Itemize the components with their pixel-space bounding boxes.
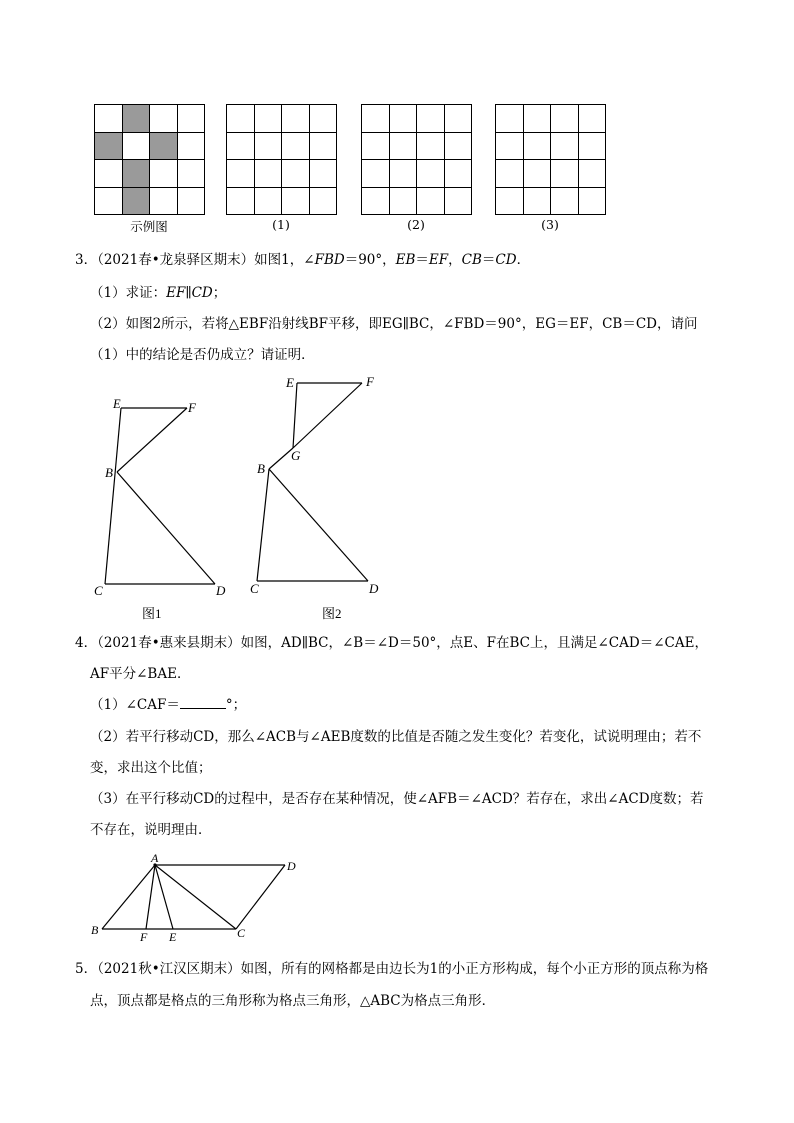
- grid-cell-shaded: [150, 133, 178, 161]
- q3-stem-var: EF: [428, 252, 449, 268]
- grid-cell: [150, 105, 178, 133]
- q3-stem-var: CB: [461, 252, 482, 268]
- grid-label-3: (3): [541, 217, 559, 232]
- grid-cell: [524, 188, 552, 216]
- answer-blank[interactable]: [180, 696, 226, 709]
- grid-cell: [390, 133, 418, 161]
- q3-part1-var: EF: [166, 285, 186, 301]
- q3-stem-text: ＝: [415, 252, 429, 268]
- grid-cell: [551, 188, 579, 216]
- point-label-B: B: [257, 461, 265, 476]
- segment-BC: [257, 469, 269, 581]
- point-label-A: A: [151, 851, 159, 865]
- q3-stem: [75, 250, 530, 270]
- grid-cell: [390, 105, 418, 133]
- blank-grid-1: [226, 104, 337, 215]
- grid-cell: [178, 160, 206, 188]
- segment-BD: [269, 469, 368, 581]
- point-label-D: D: [216, 583, 226, 598]
- point-label-C: C: [237, 926, 246, 940]
- grid-cell: [551, 105, 579, 133]
- grid-cell: [282, 160, 310, 188]
- q5-text: 如图，所有的网格都是由边长为1的小正方形构成，每个小正方形的顶点称为格: [240, 961, 709, 977]
- figure-caption-2: 图2: [322, 606, 342, 621]
- q3-part1-text: ∥: [185, 285, 192, 301]
- q5-line1: [75, 959, 708, 979]
- segment-AC: [155, 865, 236, 929]
- q3-part1-text: （1）求证：: [90, 285, 167, 301]
- q3-stem-var: CD: [495, 252, 517, 268]
- point-label-C: C: [250, 581, 259, 596]
- q4-part3-line1: （3）在平行移动CD的过程中，是否存在某种情况，使∠AFB＝∠ACD？若存在，求出∠ACD度数；若: [90, 791, 704, 807]
- q4-stem-text: 如图，AD∥BC，∠B＝∠D＝50°，点E、F在BC上，且满足∠CAD＝∠CAE，: [240, 635, 708, 651]
- grid-cell: [417, 188, 445, 216]
- grid-cell: [390, 188, 418, 216]
- point-label-D: D: [369, 581, 379, 596]
- grid-cell: [227, 133, 255, 161]
- q4-stem-line1: [75, 633, 708, 653]
- grid-cell: [310, 188, 338, 216]
- grid-cell: [255, 160, 283, 188]
- segment-AE: [155, 865, 173, 929]
- grid-cell: [310, 133, 338, 161]
- grid-cell: [445, 188, 473, 216]
- figure-caption-1: 图1: [142, 606, 162, 621]
- grid-cell: [310, 105, 338, 133]
- grid-cell: [150, 188, 178, 216]
- grid-label-2: (2): [407, 217, 425, 232]
- grid-cell: [524, 133, 552, 161]
- grid-cell-shaded: [123, 160, 151, 188]
- point-label-G: G: [291, 448, 301, 463]
- grid-cell-shaded: [123, 188, 151, 216]
- grid-cell: [310, 160, 338, 188]
- grid-label-1: (1): [272, 217, 290, 232]
- grid-cell: [178, 105, 206, 133]
- q3-stem-var: FBD: [314, 252, 345, 268]
- grid-cell: [227, 160, 255, 188]
- grid-cell: [417, 105, 445, 133]
- point-label-E: E: [286, 375, 294, 390]
- segment-FB: [117, 408, 187, 472]
- q3-part2-line2: （1）中的结论是否仍成立？请证明．: [90, 347, 315, 363]
- q3-number: 3．: [75, 252, 98, 268]
- grid-cell: [150, 160, 178, 188]
- grid-cell: [255, 188, 283, 216]
- point-label-D: D: [287, 859, 296, 873]
- grid-cell: [445, 160, 473, 188]
- point-label-F: F: [366, 374, 374, 389]
- point-label-B: B: [91, 923, 99, 937]
- point-label-B: B: [105, 465, 113, 480]
- grid-cell: [95, 105, 123, 133]
- point-label-F: F: [188, 400, 196, 415]
- grid-cell: [524, 160, 552, 188]
- grid-cell: [178, 188, 206, 216]
- grid-cell: [496, 160, 524, 188]
- grid-cell: [178, 133, 206, 161]
- q3-stem-text: ＝: [481, 252, 496, 268]
- q3-source: （2021春•龙泉驿区期末）: [97, 252, 255, 268]
- q3-stem-text: ．: [516, 252, 531, 268]
- q3-part2-line1: （2）如图2所示，若将△EBF沿射线BF平移，即EG∥BC，∠FBD＝90°，EG＝EF，CB＝CD，请问: [90, 316, 698, 332]
- q3-stem-text: 如图1，∠: [254, 252, 315, 268]
- grid-cell: [282, 188, 310, 216]
- q3-stem-var: EB: [395, 252, 416, 268]
- segment-BD: [117, 472, 215, 584]
- grid-cell: [579, 133, 607, 161]
- grid-cell: [417, 133, 445, 161]
- q5-line2: 点，顶点都是格点的三角形称为格点三角形，△ABC为格点三角形．: [90, 993, 496, 1009]
- q5-number: 5．: [75, 961, 98, 977]
- grid-cell: [282, 133, 310, 161]
- q3-figure-2: [245, 368, 395, 625]
- blank-grid-2: [361, 104, 472, 215]
- grid-cell: [390, 160, 418, 188]
- grid-cell: [445, 133, 473, 161]
- q4-source: （2021春•惠来县期末）: [97, 635, 241, 651]
- point-label-E: E: [169, 930, 177, 944]
- grid-cell: [95, 188, 123, 216]
- q3-part1-var: CD: [191, 285, 213, 301]
- grid-cell: [579, 188, 607, 216]
- grid-cell: [579, 160, 607, 188]
- grid-cell: [362, 188, 390, 216]
- grid-cell: [551, 133, 579, 161]
- grid-cell: [496, 133, 524, 161]
- point-label-C: C: [94, 583, 103, 598]
- q3-figure-1: [85, 390, 245, 625]
- q5-source: （2021秋•江汉区期末）: [97, 961, 241, 977]
- q4-number: 4．: [75, 635, 98, 651]
- grid-cell: [445, 105, 473, 133]
- q4-figure: [88, 850, 308, 945]
- point-label-F: F: [140, 930, 148, 944]
- segment-EG: [293, 383, 297, 448]
- segment-GB: [269, 448, 293, 469]
- example-grid: [94, 104, 205, 215]
- grid-cell: [362, 133, 390, 161]
- q4-part2-line2: 变，求出这个比值；: [90, 760, 212, 776]
- grid-cell: [362, 160, 390, 188]
- grid-cell: [524, 105, 552, 133]
- q4-part1-unit: °；: [225, 697, 247, 713]
- q4-part3-line2: 不存在，说明理由．: [90, 822, 212, 838]
- blank-grid-3: [495, 104, 606, 215]
- q3-part1-text: ；: [212, 285, 227, 301]
- grid-cell-shaded: [123, 105, 151, 133]
- q3-part1: [90, 283, 226, 303]
- grid-cell: [227, 188, 255, 216]
- grid-cell-shaded: [95, 133, 123, 161]
- grid-cell: [282, 105, 310, 133]
- segment-EC: [105, 408, 121, 584]
- grid-cell: [551, 160, 579, 188]
- grid-cell: [579, 105, 607, 133]
- grid-cell: [255, 105, 283, 133]
- q4-part1: [90, 695, 246, 715]
- q4-part1-text: （1）∠CAF＝: [90, 697, 180, 713]
- q3-stem-text: ＝90°，: [344, 252, 396, 268]
- grid-cell: [255, 133, 283, 161]
- q3-stem-text: ，: [448, 252, 462, 268]
- grid-label-example: 示例图: [130, 219, 168, 234]
- grid-cell: [227, 105, 255, 133]
- q4-part2-line1: （2）若平行移动CD，那么∠ACB与∠AEB度数的比值是否随之发生变化？若变化，试说明理由；若不: [90, 729, 702, 745]
- grid-cell: [362, 105, 390, 133]
- grid-cell: [417, 160, 445, 188]
- segment-DC: [236, 865, 285, 929]
- q4-stem-line2: AF平分∠BAE．: [90, 666, 191, 682]
- point-label-E: E: [113, 397, 121, 411]
- grid-cell: [95, 160, 123, 188]
- segment-FG: [293, 383, 362, 448]
- grid-cell: [496, 105, 524, 133]
- grid-cell: [123, 133, 151, 161]
- grid-cell: [496, 188, 524, 216]
